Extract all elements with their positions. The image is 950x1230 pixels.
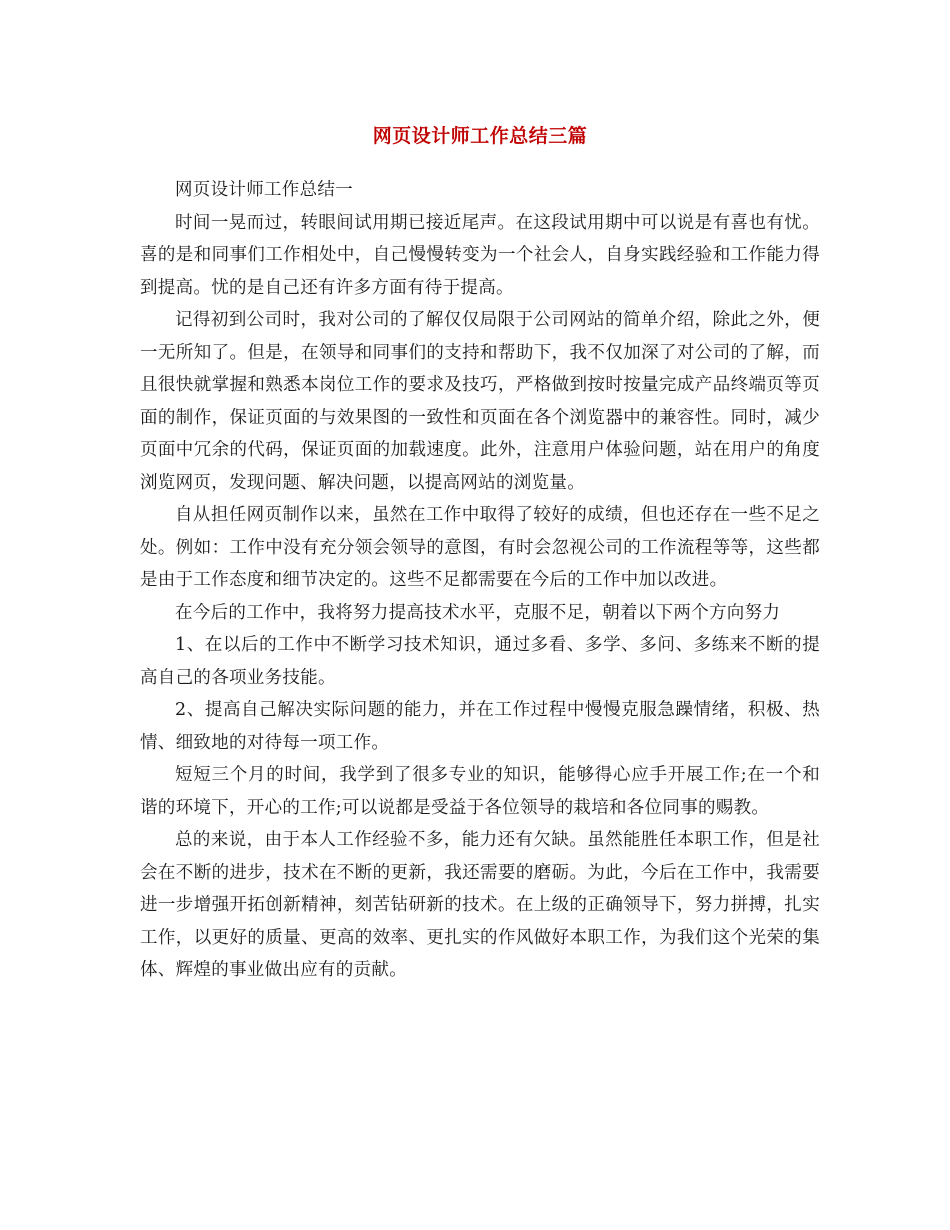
list-item-2: 2、提高自己解决实际问题的能力，并在工作过程中慢慢克服急躁情绪，积极、热情、细致地的对待每一项工作。 (140, 700, 820, 753)
paragraph-conclusion: 总的来说，由于本人工作经验不多，能力还有欠缺。虽然能胜任本职工作，但是社会在不断的进步，技术在不断的更新，我还需要的磨砺。为此，今后在工作中，我需要进一步增强开拓创新精神，刻苦钻研新的技术。在上级的正确领导下，努力拼搏，扎实工作，以更好的质量、更高的效率、更扎实的作风做好本职工作，为我们这个光荣的集体、辉煌的事业做出应有的贡献。 (140, 830, 820, 980)
document-body (140, 174, 820, 987)
paragraph-intro: 时间一晃而过，转眼间试用期已接近尾声。在这段试用期中可以说是有喜也有忧。喜的是和同事们工作相处中，自己慢慢转变为一个社会人，自身实践经验和工作能力得到提高。忧的是自己还有许多方面有待于提高。 (140, 212, 820, 298)
document-title: 网页设计师工作总结三篇 (372, 125, 588, 147)
paragraph-future-directions: 在今后的工作中，我将努力提高技术水平，克服不足，朝着以下两个方向努力 (175, 602, 781, 623)
paragraph-three-months: 短短三个月的时间，我学到了很多专业的知识，能够得心应手开展工作;在一个和谐的环境下，开心的工作;可以说都是受益于各位领导的栽培和各位同事的赐教。 (140, 765, 820, 818)
list-item-1: 1、在以后的工作中不断学习技术知识，通过多看、多学、多问、多练来不断的提高自己的各项业务技能。 (140, 635, 820, 688)
section-heading: 网页设计师工作总结一 (175, 180, 353, 200)
paragraph-first-days: 记得初到公司时，我对公司的了解仅仅局限于公司网站的简单介绍，除此之外，便一无所知了。但是，在领导和同事们的支持和帮助下，我不仅加深了对公司的了解，而且很快就掌握和熟悉本岗位工作的要求及技巧，严格做到按时按量完成产品终端页等页面的制作，保证页面的与效果图的一致性和页面在各个浏览器中的兼容性。同时，减少页面中冗余的代码，保证页面的加载速度。此外，注意用户体验问题，站在用户的角度浏览网页，发现问题、解决问题，以提高网站的浏览量。 (140, 310, 820, 493)
paragraph-shortcomings: 自从担任网页制作以来，虽然在工作中取得了较好的成绩，但也还存在一些不足之处。例如：工作中没有充分领会领导的意图，有时会忽视公司的工作流程等等，这些都是由于工作态度和细节决定的。这些不足都需要在今后的工作中加以改进。 (140, 505, 820, 590)
